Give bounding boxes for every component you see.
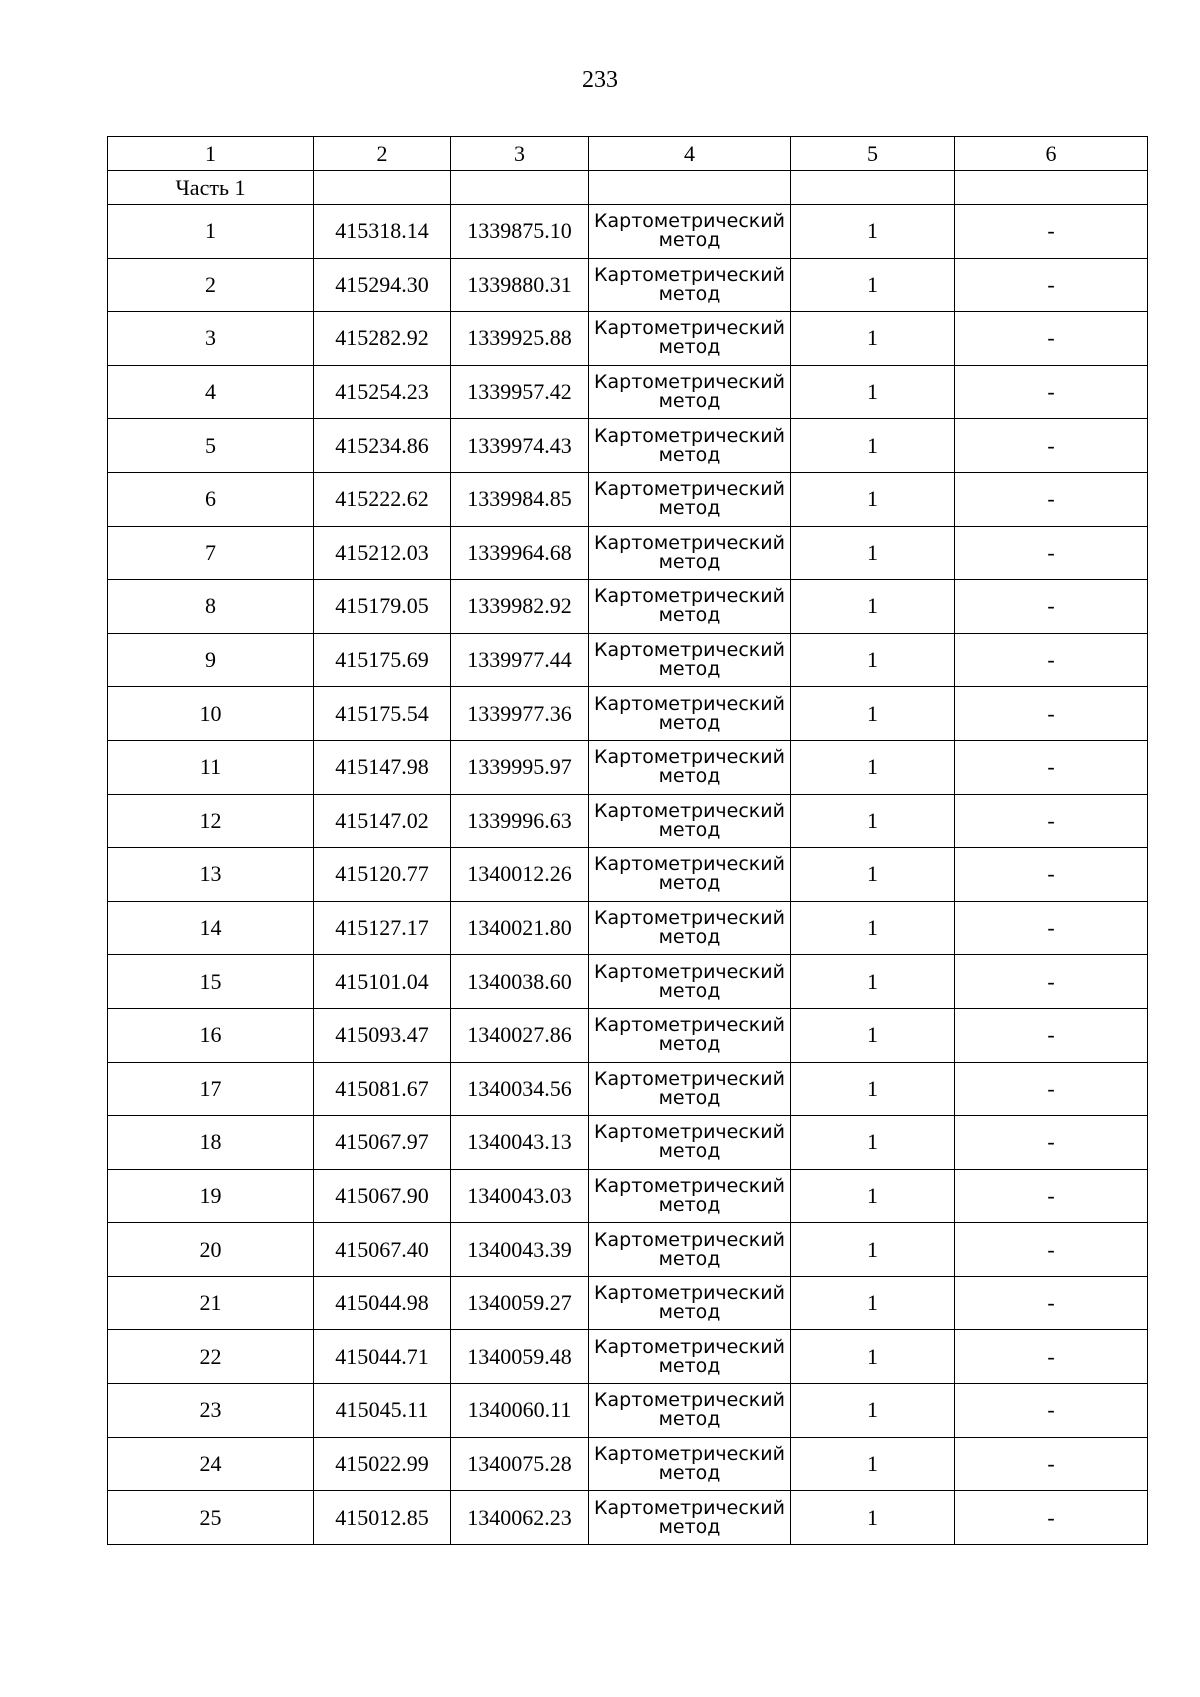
section-row bbox=[108, 171, 1148, 205]
column-5-cell: 1 bbox=[791, 1116, 955, 1170]
x-coordinate-cell: 415067.90 bbox=[314, 1169, 451, 1223]
table-row bbox=[108, 1330, 1148, 1384]
method-line-1: Картометрический bbox=[594, 424, 785, 447]
method-line-2: метод bbox=[658, 550, 721, 573]
point-number-cell: 13 bbox=[108, 848, 314, 902]
table-row bbox=[108, 1491, 1148, 1545]
column-6-cell: - bbox=[955, 1330, 1148, 1384]
table-row bbox=[108, 1384, 1148, 1438]
y-coordinate-cell: 1340043.13 bbox=[451, 1116, 589, 1170]
column-6-cell: - bbox=[955, 258, 1148, 312]
point-number-cell: 18 bbox=[108, 1116, 314, 1170]
table-row bbox=[108, 205, 1148, 259]
y-coordinate-cell: 1340034.56 bbox=[451, 1062, 589, 1116]
y-coordinate-cell: 1340043.39 bbox=[451, 1223, 589, 1277]
column-6-cell: - bbox=[955, 1384, 1148, 1438]
section-empty-cell bbox=[955, 171, 1148, 205]
method-cell bbox=[589, 848, 791, 902]
method-cell bbox=[589, 580, 791, 634]
y-coordinate-cell: 1339977.36 bbox=[451, 687, 589, 741]
table-row bbox=[108, 1276, 1148, 1330]
y-coordinate-cell: 1340043.03 bbox=[451, 1169, 589, 1223]
column-5-cell: 1 bbox=[791, 794, 955, 848]
column-6-cell: - bbox=[955, 1062, 1148, 1116]
method-line-2: метод bbox=[658, 336, 721, 359]
table-row bbox=[108, 419, 1148, 473]
page-number: 233 bbox=[582, 67, 618, 93]
column-5-cell: 1 bbox=[791, 526, 955, 580]
method-cell bbox=[589, 1008, 791, 1062]
method-line-1: Картометрический bbox=[594, 210, 785, 233]
x-coordinate-cell: 415067.97 bbox=[314, 1116, 451, 1170]
column-6-cell: - bbox=[955, 205, 1148, 259]
method-cell bbox=[589, 1491, 791, 1545]
table-row bbox=[108, 472, 1148, 526]
section-empty-cell bbox=[791, 171, 955, 205]
x-coordinate-cell: 415318.14 bbox=[314, 205, 451, 259]
point-number-cell: 1 bbox=[108, 205, 314, 259]
table-row bbox=[108, 901, 1148, 955]
y-coordinate-cell: 1339995.97 bbox=[451, 740, 589, 794]
section-empty-cell bbox=[451, 171, 589, 205]
column-header-3: 3 bbox=[451, 137, 589, 171]
method-line-1: Картометрический bbox=[594, 371, 785, 394]
method-cell bbox=[589, 1062, 791, 1116]
x-coordinate-cell: 415175.54 bbox=[314, 687, 451, 741]
table-row bbox=[108, 687, 1148, 741]
point-number-cell: 5 bbox=[108, 419, 314, 473]
column-5-cell: 1 bbox=[791, 687, 955, 741]
column-6-cell: - bbox=[955, 472, 1148, 526]
point-number-cell: 12 bbox=[108, 794, 314, 848]
column-5-cell: 1 bbox=[791, 848, 955, 902]
method-line-2: метод bbox=[658, 282, 721, 305]
x-coordinate-cell: 415234.86 bbox=[314, 419, 451, 473]
column-5-cell: 1 bbox=[791, 419, 955, 473]
column-5-cell: 1 bbox=[791, 472, 955, 526]
column-number-row bbox=[108, 137, 1148, 171]
y-coordinate-cell: 1340062.23 bbox=[451, 1491, 589, 1545]
method-cell bbox=[589, 901, 791, 955]
method-cell bbox=[589, 687, 791, 741]
table-row bbox=[108, 580, 1148, 634]
x-coordinate-cell: 415081.67 bbox=[314, 1062, 451, 1116]
column-5-cell: 1 bbox=[791, 580, 955, 634]
column-6-cell: - bbox=[955, 419, 1148, 473]
table-row bbox=[108, 848, 1148, 902]
method-line-2: метод bbox=[658, 1408, 721, 1431]
method-cell bbox=[589, 1330, 791, 1384]
x-coordinate-cell: 415127.17 bbox=[314, 901, 451, 955]
y-coordinate-cell: 1339982.92 bbox=[451, 580, 589, 634]
column-5-cell: 1 bbox=[791, 1223, 955, 1277]
point-number-cell: 7 bbox=[108, 526, 314, 580]
point-number-cell: 21 bbox=[108, 1276, 314, 1330]
y-coordinate-cell: 1340021.80 bbox=[451, 901, 589, 955]
x-coordinate-cell: 415101.04 bbox=[314, 955, 451, 1009]
x-coordinate-cell: 415179.05 bbox=[314, 580, 451, 634]
column-5-cell: 1 bbox=[791, 1437, 955, 1491]
x-coordinate-cell: 415254.23 bbox=[314, 365, 451, 419]
section-empty-cell bbox=[314, 171, 451, 205]
y-coordinate-cell: 1339925.88 bbox=[451, 312, 589, 366]
method-line-2: метод bbox=[658, 1354, 721, 1377]
method-line-1: Картометрический bbox=[594, 799, 785, 822]
y-coordinate-cell: 1339974.43 bbox=[451, 419, 589, 473]
method-line-1: Картометрический bbox=[594, 1496, 785, 1519]
column-5-cell: 1 bbox=[791, 1276, 955, 1330]
method-line-2: метод bbox=[658, 979, 721, 1002]
column-header-4: 4 bbox=[589, 137, 791, 171]
point-number-cell: 11 bbox=[108, 740, 314, 794]
column-6-cell: - bbox=[955, 955, 1148, 1009]
method-line-2: метод bbox=[658, 818, 721, 841]
column-5-cell: 1 bbox=[791, 901, 955, 955]
method-line-2: метод bbox=[658, 604, 721, 627]
section-label: Часть 1 bbox=[108, 171, 314, 205]
column-6-cell: - bbox=[955, 901, 1148, 955]
table-row bbox=[108, 526, 1148, 580]
method-cell bbox=[589, 1116, 791, 1170]
method-line-1: Картометрический bbox=[594, 585, 785, 608]
column-6-cell: - bbox=[955, 365, 1148, 419]
method-line-1: Картометрический bbox=[594, 317, 785, 340]
column-5-cell: 1 bbox=[791, 365, 955, 419]
table-row bbox=[108, 955, 1148, 1009]
table-row bbox=[108, 1223, 1148, 1277]
y-coordinate-cell: 1340012.26 bbox=[451, 848, 589, 902]
x-coordinate-cell: 415282.92 bbox=[314, 312, 451, 366]
method-line-2: метод bbox=[658, 872, 721, 895]
column-6-cell: - bbox=[955, 1437, 1148, 1491]
point-number-cell: 25 bbox=[108, 1491, 314, 1545]
table-row bbox=[108, 1062, 1148, 1116]
column-header-5: 5 bbox=[791, 137, 955, 171]
table-row bbox=[108, 258, 1148, 312]
method-line-2: метод bbox=[658, 443, 721, 466]
method-line-1: Картометрический bbox=[594, 531, 785, 554]
column-5-cell: 1 bbox=[791, 312, 955, 366]
point-number-cell: 4 bbox=[108, 365, 314, 419]
point-number-cell: 22 bbox=[108, 1330, 314, 1384]
point-number-cell: 16 bbox=[108, 1008, 314, 1062]
method-cell bbox=[589, 1223, 791, 1277]
column-6-cell: - bbox=[955, 794, 1148, 848]
column-5-cell: 1 bbox=[791, 1330, 955, 1384]
table-row bbox=[108, 1437, 1148, 1491]
x-coordinate-cell: 415147.02 bbox=[314, 794, 451, 848]
y-coordinate-cell: 1340059.48 bbox=[451, 1330, 589, 1384]
column-6-cell: - bbox=[955, 580, 1148, 634]
column-6-cell: - bbox=[955, 1491, 1148, 1545]
method-line-2: метод bbox=[658, 1140, 721, 1163]
method-line-1: Картометрический bbox=[594, 639, 785, 662]
method-cell bbox=[589, 955, 791, 1009]
table-row bbox=[108, 794, 1148, 848]
column-6-cell: - bbox=[955, 740, 1148, 794]
x-coordinate-cell: 415045.11 bbox=[314, 1384, 451, 1438]
y-coordinate-cell: 1340059.27 bbox=[451, 1276, 589, 1330]
y-coordinate-cell: 1339880.31 bbox=[451, 258, 589, 312]
column-6-cell: - bbox=[955, 848, 1148, 902]
method-line-2: метод bbox=[658, 1193, 721, 1216]
method-cell bbox=[589, 312, 791, 366]
y-coordinate-cell: 1339996.63 bbox=[451, 794, 589, 848]
method-line-1: Картометрический bbox=[594, 478, 785, 501]
column-5-cell: 1 bbox=[791, 1062, 955, 1116]
method-line-2: метод bbox=[658, 1301, 721, 1324]
method-line-2: метод bbox=[658, 1247, 721, 1270]
coordinates-table bbox=[107, 136, 1148, 1545]
method-cell bbox=[589, 1276, 791, 1330]
table-row bbox=[108, 365, 1148, 419]
method-line-2: метод bbox=[658, 765, 721, 788]
method-cell bbox=[589, 740, 791, 794]
method-line-2: метод bbox=[658, 1033, 721, 1056]
x-coordinate-cell: 415147.98 bbox=[314, 740, 451, 794]
y-coordinate-cell: 1339875.10 bbox=[451, 205, 589, 259]
method-line-1: Картометрический bbox=[594, 1067, 785, 1090]
method-line-1: Картометрический bbox=[594, 960, 785, 983]
x-coordinate-cell: 415067.40 bbox=[314, 1223, 451, 1277]
x-coordinate-cell: 415222.62 bbox=[314, 472, 451, 526]
table-row bbox=[108, 312, 1148, 366]
method-line-1: Картометрический bbox=[594, 263, 785, 286]
column-header-1: 1 bbox=[108, 137, 314, 171]
x-coordinate-cell: 415044.71 bbox=[314, 1330, 451, 1384]
method-line-2: метод bbox=[658, 1086, 721, 1109]
table-row bbox=[108, 1116, 1148, 1170]
column-5-cell: 1 bbox=[791, 740, 955, 794]
method-line-2: метод bbox=[658, 497, 721, 520]
method-line-2: метод bbox=[658, 1515, 721, 1538]
column-6-cell: - bbox=[955, 1008, 1148, 1062]
method-line-1: Картометрический bbox=[594, 1174, 785, 1197]
method-line-2: метод bbox=[658, 229, 721, 252]
point-number-cell: 14 bbox=[108, 901, 314, 955]
method-line-1: Картометрический bbox=[594, 1389, 785, 1412]
y-coordinate-cell: 1339957.42 bbox=[451, 365, 589, 419]
method-line-1: Картометрический bbox=[594, 692, 785, 715]
column-6-cell: - bbox=[955, 687, 1148, 741]
method-line-2: метод bbox=[658, 658, 721, 681]
y-coordinate-cell: 1339984.85 bbox=[451, 472, 589, 526]
method-line-2: метод bbox=[658, 711, 721, 734]
method-line-1: Картометрический bbox=[594, 1121, 785, 1144]
y-coordinate-cell: 1340060.11 bbox=[451, 1384, 589, 1438]
method-line-1: Картометрический bbox=[594, 1335, 785, 1358]
column-5-cell: 1 bbox=[791, 205, 955, 259]
method-line-2: метод bbox=[658, 1461, 721, 1484]
method-cell bbox=[589, 1384, 791, 1438]
column-6-cell: - bbox=[955, 1116, 1148, 1170]
y-coordinate-cell: 1339964.68 bbox=[451, 526, 589, 580]
method-cell bbox=[589, 472, 791, 526]
column-header-2: 2 bbox=[314, 137, 451, 171]
method-line-1: Картометрический bbox=[594, 1228, 785, 1251]
method-cell bbox=[589, 258, 791, 312]
column-6-cell: - bbox=[955, 1223, 1148, 1277]
column-6-cell: - bbox=[955, 633, 1148, 687]
y-coordinate-cell: 1340027.86 bbox=[451, 1008, 589, 1062]
method-cell bbox=[589, 419, 791, 473]
x-coordinate-cell: 415212.03 bbox=[314, 526, 451, 580]
method-line-1: Картометрический bbox=[594, 907, 785, 930]
point-number-cell: 3 bbox=[108, 312, 314, 366]
method-line-1: Картометрический bbox=[594, 1442, 785, 1465]
method-cell bbox=[589, 526, 791, 580]
point-number-cell: 23 bbox=[108, 1384, 314, 1438]
column-6-cell: - bbox=[955, 526, 1148, 580]
column-header-6: 6 bbox=[955, 137, 1148, 171]
column-5-cell: 1 bbox=[791, 1491, 955, 1545]
x-coordinate-cell: 415120.77 bbox=[314, 848, 451, 902]
point-number-cell: 2 bbox=[108, 258, 314, 312]
point-number-cell: 15 bbox=[108, 955, 314, 1009]
table-row bbox=[108, 1008, 1148, 1062]
column-6-cell: - bbox=[955, 1169, 1148, 1223]
x-coordinate-cell: 415175.69 bbox=[314, 633, 451, 687]
method-line-1: Картометрический bbox=[594, 1282, 785, 1305]
y-coordinate-cell: 1340075.28 bbox=[451, 1437, 589, 1491]
x-coordinate-cell: 415022.99 bbox=[314, 1437, 451, 1491]
x-coordinate-cell: 415044.98 bbox=[314, 1276, 451, 1330]
x-coordinate-cell: 415012.85 bbox=[314, 1491, 451, 1545]
method-cell bbox=[589, 633, 791, 687]
column-5-cell: 1 bbox=[791, 1008, 955, 1062]
table-row bbox=[108, 633, 1148, 687]
point-number-cell: 9 bbox=[108, 633, 314, 687]
method-cell bbox=[589, 1437, 791, 1491]
table-row bbox=[108, 740, 1148, 794]
column-5-cell: 1 bbox=[791, 258, 955, 312]
method-cell bbox=[589, 1169, 791, 1223]
y-coordinate-cell: 1340038.60 bbox=[451, 955, 589, 1009]
column-5-cell: 1 bbox=[791, 1169, 955, 1223]
point-number-cell: 20 bbox=[108, 1223, 314, 1277]
method-cell bbox=[589, 794, 791, 848]
column-6-cell: - bbox=[955, 312, 1148, 366]
point-number-cell: 19 bbox=[108, 1169, 314, 1223]
method-line-2: метод bbox=[658, 926, 721, 949]
x-coordinate-cell: 415294.30 bbox=[314, 258, 451, 312]
point-number-cell: 8 bbox=[108, 580, 314, 634]
method-line-2: метод bbox=[658, 390, 721, 413]
method-cell bbox=[589, 205, 791, 259]
method-line-1: Картометрический bbox=[594, 1014, 785, 1037]
y-coordinate-cell: 1339977.44 bbox=[451, 633, 589, 687]
column-5-cell: 1 bbox=[791, 633, 955, 687]
point-number-cell: 10 bbox=[108, 687, 314, 741]
method-cell bbox=[589, 365, 791, 419]
coordinates-table-body bbox=[108, 137, 1148, 1545]
method-line-1: Картометрический bbox=[594, 746, 785, 769]
method-line-1: Картометрический bbox=[594, 853, 785, 876]
column-6-cell: - bbox=[955, 1276, 1148, 1330]
column-5-cell: 1 bbox=[791, 1384, 955, 1438]
x-coordinate-cell: 415093.47 bbox=[314, 1008, 451, 1062]
point-number-cell: 24 bbox=[108, 1437, 314, 1491]
table-row bbox=[108, 1169, 1148, 1223]
section-empty-cell bbox=[589, 171, 791, 205]
point-number-cell: 6 bbox=[108, 472, 314, 526]
point-number-cell: 17 bbox=[108, 1062, 314, 1116]
column-5-cell: 1 bbox=[791, 955, 955, 1009]
